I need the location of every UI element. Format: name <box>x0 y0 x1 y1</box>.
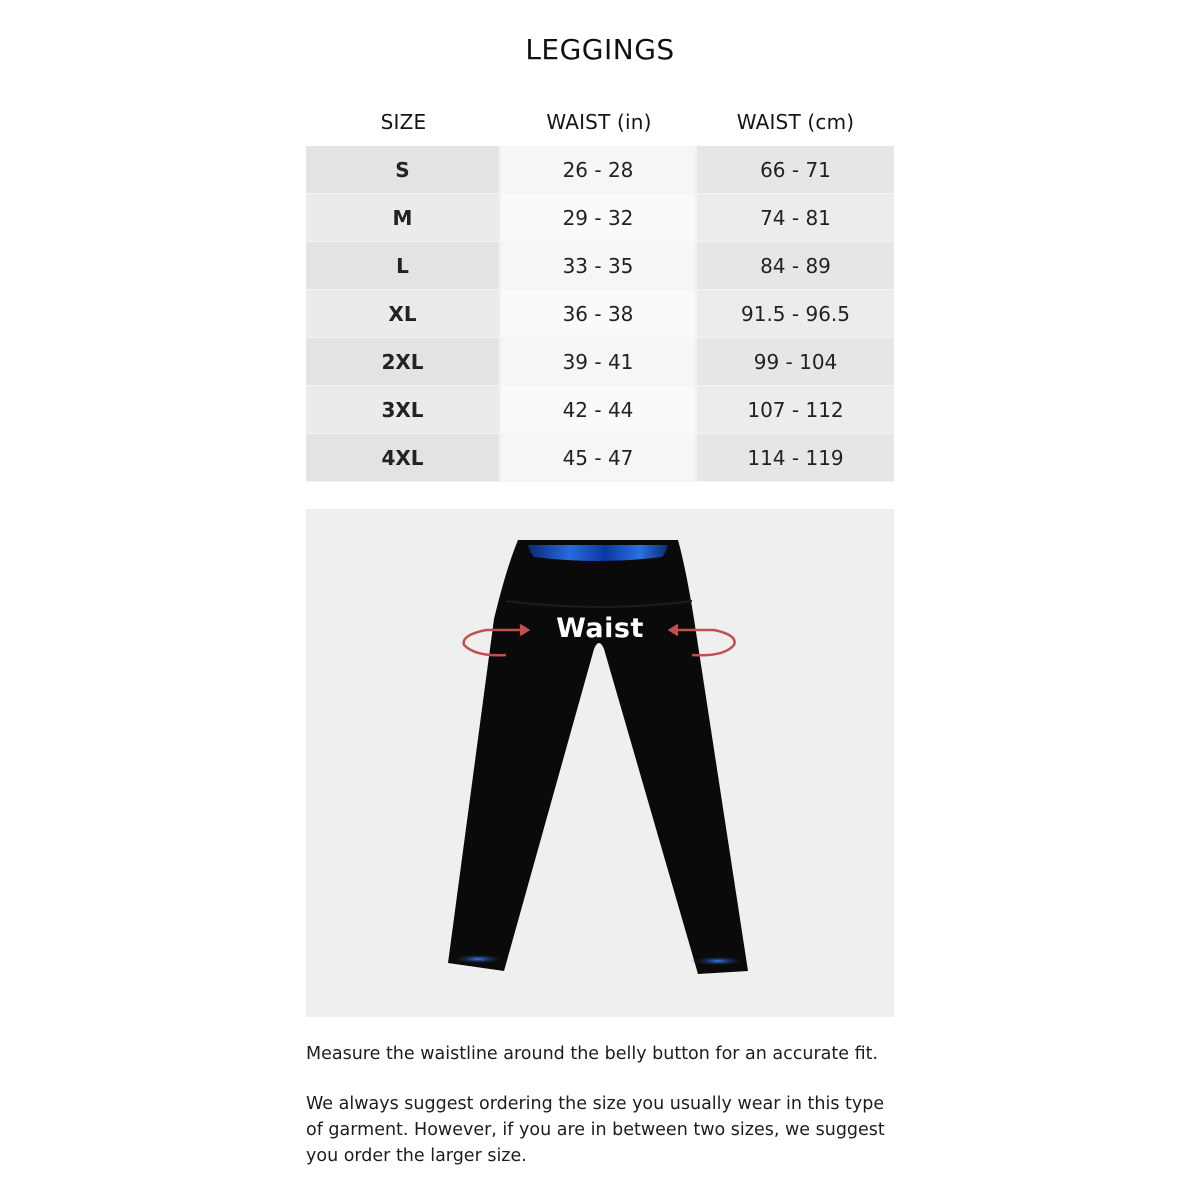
table-row <box>306 434 894 482</box>
column-header-waist-in: WAIST (in) <box>546 110 652 134</box>
waist-label: Waist <box>556 613 644 644</box>
measure-instruction-text: Measure the waistline around the belly button for an accurate fit. <box>306 1044 879 1064</box>
leggings-illustration <box>306 509 894 1017</box>
fit-notes <box>306 1041 906 1193</box>
waist-in-cell: 45 - 47 <box>501 434 697 481</box>
table-row <box>306 242 894 290</box>
waist-cm-cell: 107 - 112 <box>697 386 894 433</box>
table-row <box>306 386 894 434</box>
waist-cm-cell: 91.5 - 96.5 <box>697 290 894 337</box>
table-row <box>306 290 894 338</box>
table-header-row <box>306 98 894 146</box>
size-chart-table <box>306 98 894 482</box>
waist-in-cell: 33 - 35 <box>501 242 697 289</box>
size-cell: XL <box>306 290 501 337</box>
table-body <box>306 146 894 482</box>
size-cell: M <box>306 194 501 241</box>
waist-cm-cell: 66 - 71 <box>697 146 894 193</box>
waist-cm-cell: 74 - 81 <box>697 194 894 241</box>
table-row <box>306 146 894 194</box>
size-cell: L <box>306 242 501 289</box>
waist-cm-cell: 99 - 104 <box>697 338 894 385</box>
size-cell: 3XL <box>306 386 501 433</box>
size-cell: 4XL <box>306 434 501 481</box>
waist-in-cell: 36 - 38 <box>501 290 697 337</box>
waist-cm-cell: 114 - 119 <box>697 434 894 481</box>
size-suggestion-text: We always suggest ordering the size you usually wear in this type of garment. However, if you are in between two sizes, we suggest you order the larger size. <box>306 1094 885 1166</box>
leggings-illustration-panel <box>306 509 894 1017</box>
page-title: LEGGINGS <box>525 33 675 66</box>
column-header-waist-cm: WAIST (cm) <box>736 110 855 134</box>
waist-in-cell: 26 - 28 <box>501 146 697 193</box>
waist-in-cell: 29 - 32 <box>501 194 697 241</box>
column-header-size: SIZE <box>380 110 427 134</box>
waist-in-cell: 42 - 44 <box>501 386 697 433</box>
leggings-icon <box>448 540 748 974</box>
waist-cm-cell: 84 - 89 <box>697 242 894 289</box>
size-cell: S <box>306 146 501 193</box>
waist-in-cell: 39 - 41 <box>501 338 697 385</box>
table-row <box>306 338 894 386</box>
size-cell: 2XL <box>306 338 501 385</box>
table-row <box>306 194 894 242</box>
